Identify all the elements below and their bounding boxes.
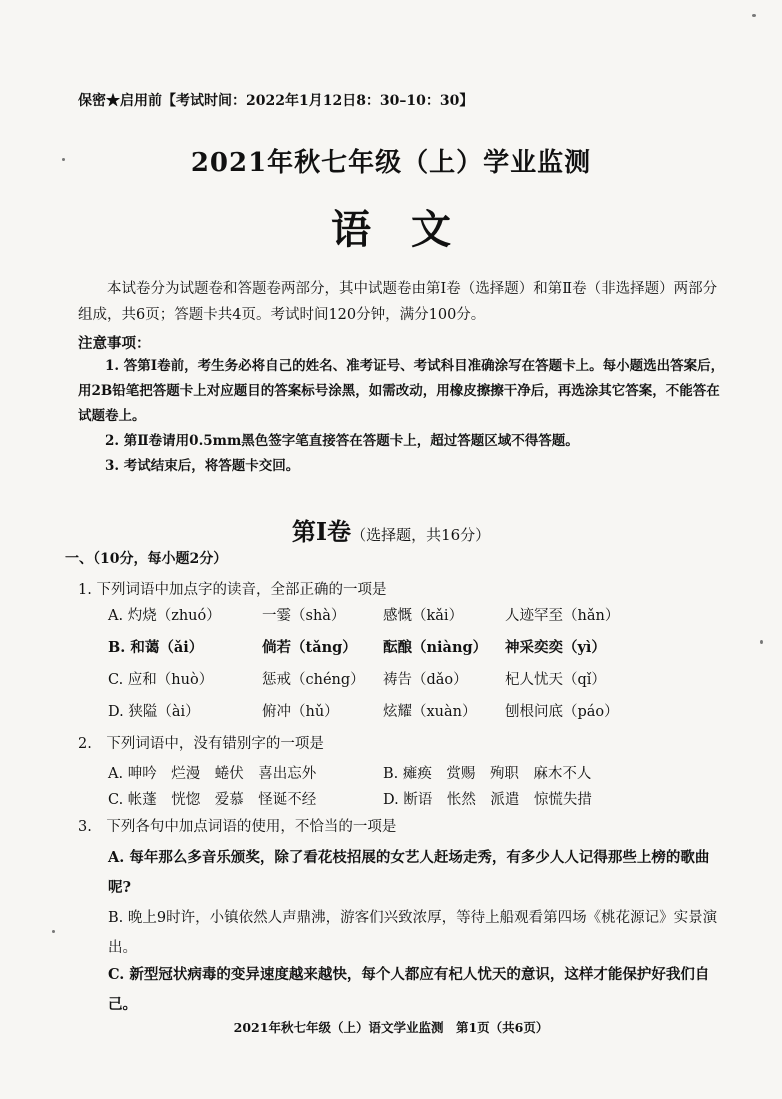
q3-option-a: A. 每年那么多音乐颁奖，除了看花枝招展的女艺人赶场走秀，有多少人人记得那些上榜的歌曲呢? bbox=[108, 849, 710, 896]
q1-option-d-word1: D. 狭隘（ài） bbox=[108, 704, 200, 720]
intro-paragraph: 本试卷分为试题卷和答题卷两部分，其中试题卷由第Ⅰ卷（选择题）和第Ⅱ卷（非选择题）两部分组成，共6页；答题卡共4页。考试时间120分钟，满分100分。 bbox=[78, 281, 718, 323]
scan-speck bbox=[752, 14, 756, 17]
confidential-label: 保密★启用前 bbox=[78, 93, 162, 109]
q1-option-d-word4: 刨根问底（páo） bbox=[505, 704, 619, 720]
q1-option-a-word2: 一霎（shà） bbox=[262, 608, 346, 624]
part-title bbox=[0, 512, 782, 547]
q1-option-c-word1: C. 应和（huò） bbox=[108, 672, 214, 688]
q1-option-b-word2: 倘若（tǎng） bbox=[262, 639, 357, 656]
q1-option-a-word4: 人迹罕至（hǎn） bbox=[505, 608, 620, 624]
section-heading: 一、（10分，每小题2分） bbox=[65, 551, 228, 567]
subject-title: 语文 bbox=[331, 206, 491, 253]
scan-speck bbox=[760, 640, 763, 644]
q1-option-d-word3: 炫耀（xuàn） bbox=[383, 704, 477, 720]
scan-speck bbox=[52, 930, 55, 933]
q1-option-d-word2: 俯冲（hǔ） bbox=[262, 704, 339, 720]
question-2-stem: 2. 下列词语中，没有错别字的一项是 bbox=[78, 736, 324, 752]
q1-option-b-word3: 酝酿（niàng） bbox=[383, 639, 488, 656]
q3-option-b: B. 晚上9时许，小镇依然人声鼎沸，游客们兴致浓厚，等待上船观看第四场《桃花源记》实景演出。 bbox=[108, 910, 718, 956]
notice-item: 2. 第Ⅱ卷请用0.5mm黑色签字笔直接答在答题卡上，超过答题区域不得答题。 bbox=[105, 433, 579, 449]
q1-option-a-word3: 感慨（kǎi） bbox=[383, 608, 464, 624]
q1-option-c-word3: 祷告（dǎo） bbox=[383, 672, 468, 688]
q1-option-b-word4: 神采奕奕（yì） bbox=[505, 639, 606, 656]
q1-option-b-word1: B. 和蔼（ǎi） bbox=[108, 639, 204, 656]
notice-item: 3. 考试结束后，将答题卡交回。 bbox=[105, 458, 300, 474]
page-footer: 2021年秋七年级（上）语文学业监测 第1页（共6页） bbox=[233, 1020, 549, 1035]
q1-option-a-word1: A. 灼烧（zhuó） bbox=[108, 608, 221, 624]
q2-option-b: B. 瘫痪 赏赐 殉职 麻木不人 bbox=[383, 766, 592, 782]
notice-heading: 注意事项： bbox=[78, 335, 151, 352]
question-3-stem: 3. 下列各句中加点词语的使用，不恰当的一项是 bbox=[78, 819, 397, 835]
q3-option-c: C. 新型冠状病毒的变异速度越来越快，每个人都应有杞人忧天的意识，这样才能保护好我们自己。 bbox=[108, 966, 710, 1013]
part-main-title: 第Ⅰ卷 bbox=[291, 517, 352, 546]
q2-option-a: A. 呻吟 烂漫 蜷伏 喜出忘外 bbox=[108, 766, 317, 782]
q1-option-c-word2: 惩戒（chéng） bbox=[262, 672, 365, 688]
exam-title: 2021年秋七年级（上）学业监测 bbox=[190, 148, 592, 178]
q2-option-d: D. 断语 怅然 派遣 惊慌失措 bbox=[383, 792, 592, 808]
exam-header bbox=[78, 90, 473, 110]
q2-option-c: C. 帐蓬 恍惚 爱慕 怪诞不经 bbox=[108, 792, 317, 808]
exam-time: 【考试时间：2022年1月12日8：30–10：30】 bbox=[162, 93, 474, 109]
part-subtitle: （选择题，共16分） bbox=[351, 526, 491, 544]
q1-option-c-word4: 杞人忧天（qǐ） bbox=[505, 672, 606, 688]
question-1-stem: 1. 下列词语中加点字的读音，全部正确的一项是 bbox=[78, 582, 387, 598]
notice-item: 1. 答第Ⅰ卷前，考生务必将自己的姓名、准考证号、考试科目准确涂写在答题卡上。每小题选出答案后，用2B铅笔把答题卡上对应题目的答案标号涂黑，如需改动，用橡皮擦擦干净后，再选涂其它答案，不能答在试题卷上。 bbox=[78, 358, 725, 424]
